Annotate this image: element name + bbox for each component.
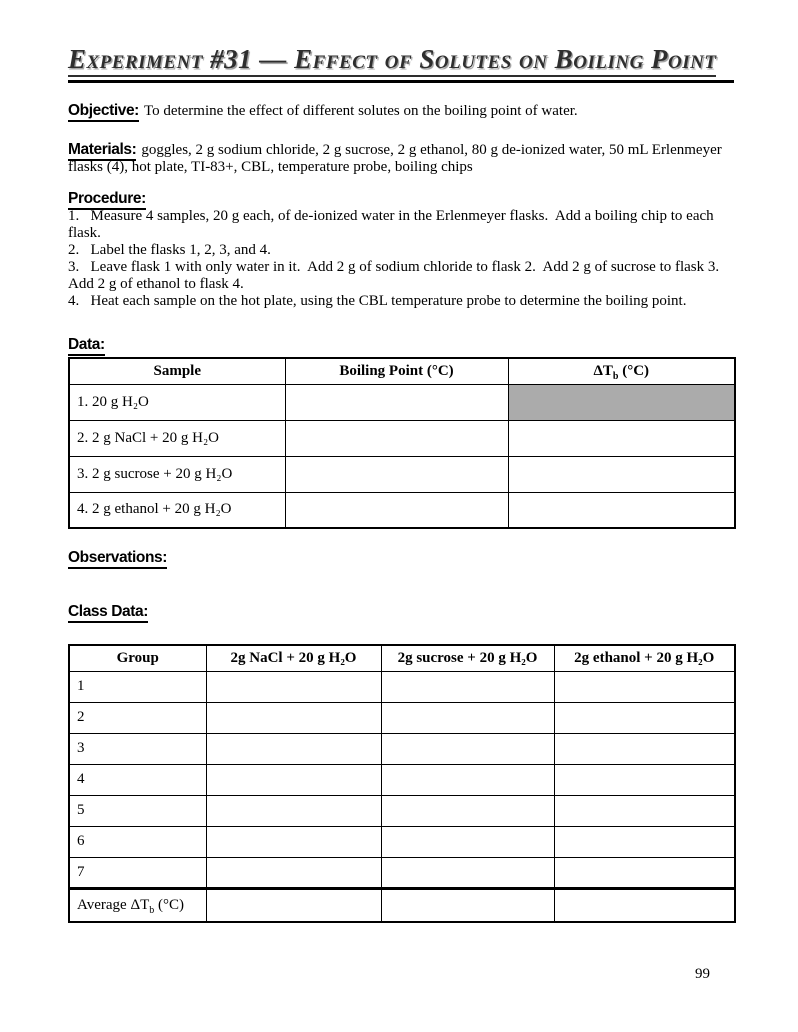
table-row xyxy=(69,384,735,420)
class-data-label-row xyxy=(68,603,734,621)
procedure-step-1: 1. Measure 4 samples, 20 g each, of de-ionized water in the Erlenmeyer flasks. Add a boiling chip to each flask. xyxy=(68,208,718,241)
class-row5-nacl-cell xyxy=(206,795,381,826)
objective-section xyxy=(68,102,734,120)
data-row1-sample: 1. 20 g H₂O xyxy=(69,384,285,420)
data-col-boiling-point: Boiling Point (°C) xyxy=(285,358,508,384)
class-row7-ethanol-cell xyxy=(554,857,735,888)
class-row-group-3: 3 xyxy=(69,733,206,764)
table-row xyxy=(69,764,735,795)
table-row xyxy=(69,456,735,492)
class-row-group-5: 5 xyxy=(69,795,206,826)
class-row1-nacl-cell xyxy=(206,671,381,702)
class-data-label: Class Data: xyxy=(68,603,148,623)
materials-text: goggles, 2 g sodium chloride, 2 g sucrose, 2 g ethanol, 80 g de-ionized water, 50 mL Erlenmeyer flasks (4), hot plate, TI-83+, CBL, temperature probe, boiling chips xyxy=(68,142,722,175)
title-divider xyxy=(68,80,734,83)
class-data-table xyxy=(68,644,736,923)
data-row2-boiling-cell xyxy=(285,420,508,456)
class-row2-ethanol-cell xyxy=(554,702,735,733)
class-row6-ethanol-cell xyxy=(554,826,735,857)
observations-label-row xyxy=(68,549,734,567)
class-col-sucrose: 2g sucrose + 20 g H₂O xyxy=(381,645,554,671)
data-row3-dtb-cell xyxy=(508,456,735,492)
class-row2-nacl-cell xyxy=(206,702,381,733)
table-row xyxy=(69,671,735,702)
procedure-step-2: 2. Label the flasks 1, 2, 3, and 4. xyxy=(68,242,271,258)
data-row3-sample: 3. 2 g sucrose + 20 g H₂O xyxy=(69,456,285,492)
table-row xyxy=(69,492,735,528)
class-average-nacl-cell xyxy=(206,888,381,922)
data-row2-dtb-cell xyxy=(508,420,735,456)
class-average-sucrose-cell xyxy=(381,888,554,922)
data-label: Data: xyxy=(68,336,105,356)
procedure-step-4: 4. Heat each sample on the hot plate, using the CBL temperature probe to determine the boiling point. xyxy=(68,293,687,309)
class-average-label: Average $\Delta T_b$ (°C) xyxy=(69,888,206,922)
class-col-group: Group xyxy=(69,645,206,671)
materials-section xyxy=(68,141,734,176)
class-row6-sucrose-cell xyxy=(381,826,554,857)
class-row1-sucrose-cell xyxy=(381,671,554,702)
table-row xyxy=(69,857,735,888)
class-row3-sucrose-cell xyxy=(381,733,554,764)
data-row1-boiling-cell xyxy=(285,384,508,420)
class-row1-ethanol-cell xyxy=(554,671,735,702)
class-col-nacl: 2g NaCl + 20 g H₂O xyxy=(206,645,381,671)
observations-label: Observations: xyxy=(68,549,167,569)
class-row4-nacl-cell xyxy=(206,764,381,795)
table-row xyxy=(69,733,735,764)
class-row3-nacl-cell xyxy=(206,733,381,764)
class-row-group-6: 6 xyxy=(69,826,206,857)
data-row4-boiling-cell xyxy=(285,492,508,528)
class-row3-ethanol-cell xyxy=(554,733,735,764)
data-row2-sample: 2. 2 g NaCl + 20 g H₂O xyxy=(69,420,285,456)
data-col-delta-tb: $\Delta T_b$ (°C) xyxy=(508,358,735,384)
class-average-ethanol-cell xyxy=(554,888,735,922)
class-col-ethanol: 2g ethanol + 20 g H₂O xyxy=(554,645,735,671)
data-table-header-row xyxy=(69,358,735,384)
class-average-row xyxy=(69,888,735,922)
class-row4-sucrose-cell xyxy=(381,764,554,795)
page-title-text: Experiment #31 — Effect of Solutes on Boiling Point xyxy=(68,44,716,77)
procedure-label-row xyxy=(68,190,734,208)
data-label-row xyxy=(68,336,734,354)
class-row5-sucrose-cell xyxy=(381,795,554,826)
data-col-sample: Sample xyxy=(69,358,285,384)
class-row4-ethanol-cell xyxy=(554,764,735,795)
page-number: 99 xyxy=(695,966,710,982)
data-row3-boiling-cell xyxy=(285,456,508,492)
class-table-header-row xyxy=(69,645,735,671)
class-row-group-4: 4 xyxy=(69,764,206,795)
class-row-group-2: 2 xyxy=(69,702,206,733)
data-table xyxy=(68,357,736,529)
class-row-group-1: 1 xyxy=(69,671,206,702)
class-row5-ethanol-cell xyxy=(554,795,735,826)
class-row2-sucrose-cell xyxy=(381,702,554,733)
procedure-label: Procedure: xyxy=(68,190,146,210)
table-row xyxy=(69,702,735,733)
data-row1-dtb-cell-shaded xyxy=(508,384,735,420)
table-row xyxy=(69,826,735,857)
class-row7-sucrose-cell xyxy=(381,857,554,888)
objective-label: Objective: xyxy=(68,102,139,122)
objective-text: To determine the effect of different solutes on the boiling point of water. xyxy=(143,103,578,119)
class-row-group-7: 7 xyxy=(69,857,206,888)
class-row7-nacl-cell xyxy=(206,857,381,888)
procedure-step-3: 3. Leave flask 1 with only water in it. Add 2 g of sodium chloride to flask 2. Add 2 g of sucrose to flask 3. Add 2 g of ethanol to flask 4. xyxy=(68,259,726,292)
page-title xyxy=(68,44,734,75)
table-row xyxy=(69,420,735,456)
table-row xyxy=(69,795,735,826)
class-row6-nacl-cell xyxy=(206,826,381,857)
data-row4-dtb-cell xyxy=(508,492,735,528)
data-row4-sample: 4. 2 g ethanol + 20 g H₂O xyxy=(69,492,285,528)
materials-label: Materials: xyxy=(68,141,136,161)
